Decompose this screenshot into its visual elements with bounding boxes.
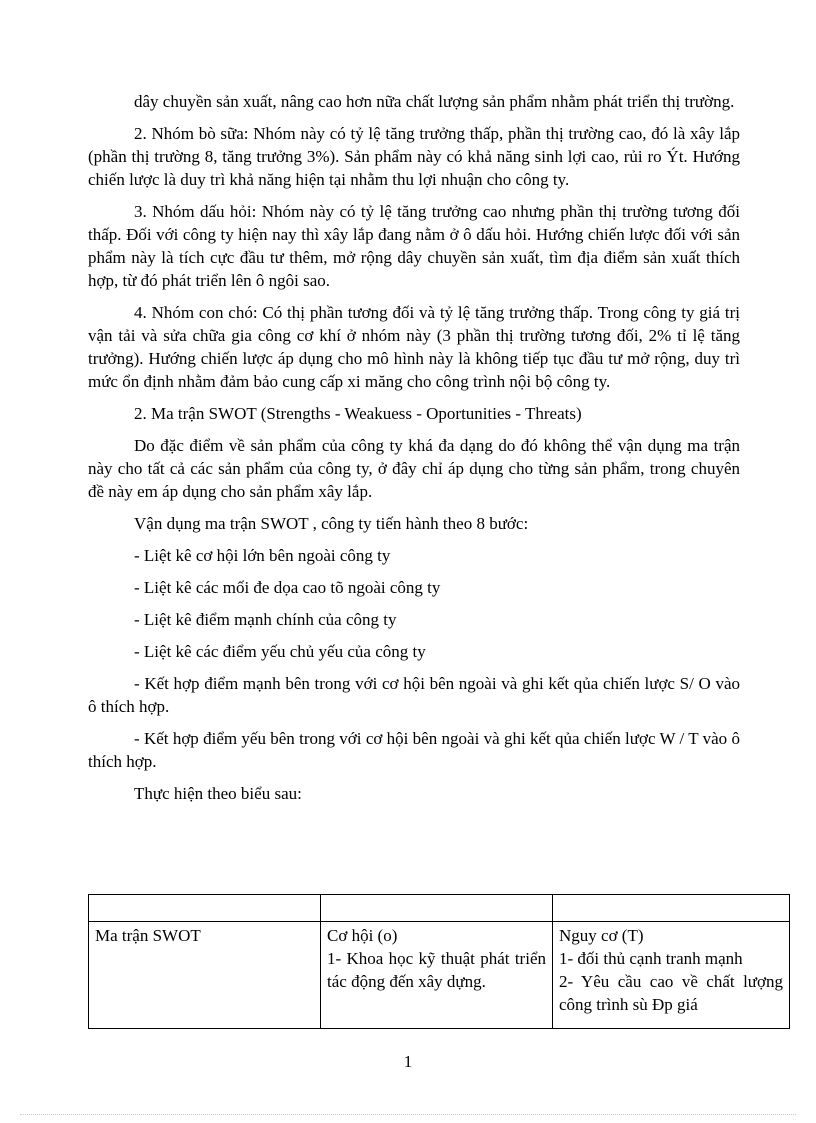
paragraph-cash-cow: 2. Nhóm bò sữa: Nhóm này có tỷ lệ tăng trưởng thấp, phần thị trường cao, đó là xây lắp (phần thị trường 8, tăng trưởng 3%). Sản phẩm này có khả năng sinh lợi cao, rủi ro Ýt. Hướng chiến lược là duy trì khả năng hiện tại nhằm thu lợi nhuận cho công ty.	[88, 124, 740, 189]
list-item: - Kết hợp điểm mạnh bên trong với cơ hội bên ngoài và ghi kết qủa chiến lược S/ O vào ô thích hợp.	[88, 674, 740, 716]
paragraph-table-intro: Thực hiện theo biểu sau:	[134, 784, 302, 803]
threats-item: 2- Yêu cầu cao về chất lượng công trình sù Ðp giá	[559, 972, 783, 1014]
threats-item: 1- đối thủ cạnh tranh mạnh	[559, 949, 743, 968]
paragraph-continuation: dây chuyền sản xuất, nâng cao hơn nữa chất lượng sản phẩm nhằm phát triển thị trường.	[134, 92, 735, 111]
table-cell	[321, 895, 553, 922]
section-heading-swot: 2. Ma trận SWOT (Strengths - Weakuess - Oportunities - Threats)	[134, 404, 582, 423]
body-text	[88, 90, 740, 814]
opportunities-title: Cơ hội (o)	[327, 926, 398, 945]
list-item: - Liệt kê điểm mạnh chính của công ty	[134, 610, 397, 629]
paragraph-question-mark: 3. Nhóm dấu hỏi: Nhóm này có tỷ lệ tăng trưởng cao nhưng phần thị trường tương đối thấp. Đối với công ty hiện nay thì xây lắp đang nằm ở ô dấu hỏi. Hướng chiến lược đối với sản phẩm này là tích cực đầu tư thêm, mở rộng dây chuyền sản xuất, tìm địa điểm sản xuất thích hợp, từ đó phát triển lên ô ngôi sao.	[88, 202, 740, 290]
table-cell	[89, 895, 321, 922]
list-item: - Liệt kê các mối đe dọa cao tõ ngoài công ty	[134, 578, 441, 597]
paragraph-steps-intro: Vận dụng ma trận SWOT , công ty tiến hành theo 8 bước:	[134, 514, 529, 533]
swot-label-cell	[89, 922, 321, 1029]
paragraph-dog: 4. Nhóm con chó: Có thị phần tương đối và tỷ lệ tăng trưởng thấp. Trong công ty giá trị vận tải và sửa chữa gia công cơ khí ở nhóm này (3 phần thị trường tương đối, 2% tỉ lệ tăng trưởng). Hướng chiến lược áp dụng cho mô hình này là không tiếp tục đầu tư mở rộng, duy trì mức ổn định nhằm đảm bảo cung cấp xi măng cho công trình nội bộ công ty.	[88, 303, 740, 391]
page-bottom-divider	[20, 1114, 796, 1115]
table-row	[89, 922, 790, 1029]
page-number: 1	[403, 1052, 413, 1071]
swot-table	[88, 894, 790, 1029]
opportunities-cell	[321, 922, 553, 1029]
threats-title: Nguy cơ (T)	[559, 926, 644, 945]
table-row	[89, 895, 790, 922]
swot-label: Ma trận SWOT	[95, 926, 201, 945]
table-cell	[553, 895, 790, 922]
list-item: - Liệt kê các điểm yếu chủ yếu của công ty	[134, 642, 426, 661]
paragraph-swot-intro: Do đặc điểm về sản phẩm của công ty khá đa dạng do đó không thể vận dụng ma trận này cho tất cả các sản phẩm của công ty, ở đây chỉ áp dụng cho từng sản phẩm, trong chuyên đề này em áp dụng cho sản phẩm xây lắp.	[88, 436, 740, 501]
threats-cell	[553, 922, 790, 1029]
opportunities-item: 1- Khoa học kỹ thuật phát triển tác động đến xây dựng.	[327, 949, 546, 991]
list-item: - Liệt kê cơ hội lớn bên ngoài công ty	[134, 546, 391, 565]
list-item: - Kết hợp điểm yếu bên trong với cơ hội bên ngoài và ghi kết qủa chiến lược W / T vào ô thích hợp.	[88, 729, 740, 771]
